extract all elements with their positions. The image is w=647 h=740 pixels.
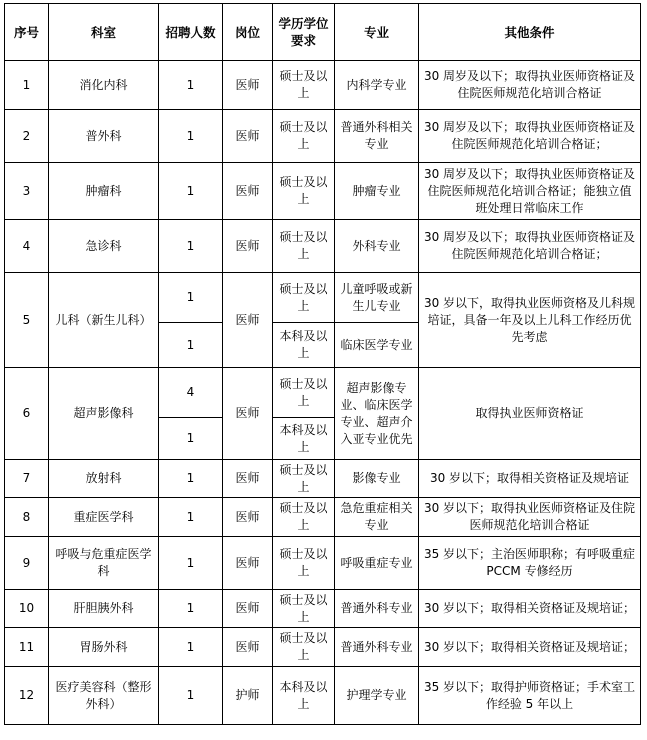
- major-cell: 内科学专业: [335, 61, 419, 110]
- header-major: 专业: [335, 4, 419, 61]
- count-cell: 1: [159, 323, 223, 368]
- seq-cell: 8: [5, 498, 49, 537]
- count-cell: 1: [159, 110, 223, 163]
- table-row: [5, 163, 641, 220]
- table-row: [5, 460, 641, 498]
- header-row: [5, 4, 641, 61]
- degree-cell: 硕士及以上: [273, 61, 335, 110]
- seq-cell: 6: [5, 368, 49, 460]
- table-row: [5, 368, 641, 418]
- degree-cell: 硕士及以上: [273, 110, 335, 163]
- degree-cell: 本科及以上: [273, 323, 335, 368]
- table-row: [5, 590, 641, 628]
- dept-cell: 消化内科: [49, 61, 159, 110]
- seq-cell: 10: [5, 590, 49, 628]
- other-cell: 30 岁以下；取得相关资格证及规培证；: [419, 590, 641, 628]
- header-count: 招聘人数: [159, 4, 223, 61]
- post-cell: 医师: [223, 590, 273, 628]
- other-cell: 取得执业医师资格证: [419, 368, 641, 460]
- dept-cell: 重症医学科: [49, 498, 159, 537]
- major-cell: 呼吸重症专业: [335, 537, 419, 590]
- table-row: [5, 61, 641, 110]
- header-other: 其他条件: [419, 4, 641, 61]
- table-row: [5, 273, 641, 323]
- post-cell: 医师: [223, 61, 273, 110]
- dept-cell: 肝胆胰外科: [49, 590, 159, 628]
- other-cell: 30 岁以下，取得执业医师资格及儿科规培证，具备一年及以上儿科工作经历优先考虑: [419, 273, 641, 368]
- other-cell: 30 周岁及以下；取得执业医师资格证及住院医师规范化培训合格证；: [419, 220, 641, 273]
- seq-cell: 12: [5, 667, 49, 725]
- dept-cell: 胃肠外科: [49, 628, 159, 667]
- degree-cell: 硕士及以上: [273, 368, 335, 418]
- count-cell: 1: [159, 273, 223, 323]
- count-cell: 4: [159, 368, 223, 418]
- degree-cell: 本科及以上: [273, 667, 335, 725]
- post-cell: 医师: [223, 460, 273, 498]
- major-cell: 普通外科专业: [335, 590, 419, 628]
- recruitment-table: [4, 3, 641, 725]
- post-cell: 医师: [223, 110, 273, 163]
- other-cell: 35 岁以下；主治医师职称；有呼吸重症 PCCM 专修经历: [419, 537, 641, 590]
- major-cell: 儿童呼吸或新生儿专业: [335, 273, 419, 323]
- other-cell: 30 周岁及以下；取得执业医师资格证及住院医师规范化培训合格证: [419, 61, 641, 110]
- degree-cell: 硕士及以上: [273, 537, 335, 590]
- seq-cell: 3: [5, 163, 49, 220]
- degree-cell: 硕士及以上: [273, 273, 335, 323]
- major-cell: 普通外科专业: [335, 628, 419, 667]
- post-cell: 医师: [223, 368, 273, 460]
- table-row: [5, 628, 641, 667]
- post-cell: 医师: [223, 498, 273, 537]
- major-cell: 超声影像专业、临床医学专业、超声介入亚专业优先: [335, 368, 419, 460]
- other-cell: 30 岁以下；取得相关资格证及规培证: [419, 460, 641, 498]
- count-cell: 1: [159, 628, 223, 667]
- other-cell: 30 周岁及以下；取得执业医师资格证及住院医师规范化培训合格证；能独立值班处理日常临床工作: [419, 163, 641, 220]
- dept-cell: 肿瘤科: [49, 163, 159, 220]
- count-cell: 1: [159, 418, 223, 460]
- seq-cell: 2: [5, 110, 49, 163]
- degree-cell: 硕士及以上: [273, 163, 335, 220]
- dept-cell: 医疗美容科（整形外科）: [49, 667, 159, 725]
- major-cell: 影像专业: [335, 460, 419, 498]
- dept-cell: 急诊科: [49, 220, 159, 273]
- degree-cell: 本科及以上: [273, 418, 335, 460]
- header-dept: 科室: [49, 4, 159, 61]
- seq-cell: 11: [5, 628, 49, 667]
- major-cell: 护理学专业: [335, 667, 419, 725]
- count-cell: 1: [159, 61, 223, 110]
- degree-cell: 硕士及以上: [273, 220, 335, 273]
- post-cell: 医师: [223, 537, 273, 590]
- seq-cell: 9: [5, 537, 49, 590]
- major-cell: 临床医学专业: [335, 323, 419, 368]
- major-cell: 急危重症相关专业: [335, 498, 419, 537]
- header-post: 岗位: [223, 4, 273, 61]
- major-cell: 肿瘤专业: [335, 163, 419, 220]
- count-cell: 1: [159, 498, 223, 537]
- post-cell: 医师: [223, 628, 273, 667]
- degree-cell: 硕士及以上: [273, 498, 335, 537]
- table-row: [5, 110, 641, 163]
- dept-cell: 超声影像科: [49, 368, 159, 460]
- seq-cell: 1: [5, 61, 49, 110]
- seq-cell: 7: [5, 460, 49, 498]
- other-cell: 30 周岁及以下；取得执业医师资格证及住院医师规范化培训合格证；: [419, 110, 641, 163]
- other-cell: 35 岁以下；取得护师资格证；手术室工作经验 5 年以上: [419, 667, 641, 725]
- count-cell: 1: [159, 163, 223, 220]
- dept-cell: 儿科（新生儿科）: [49, 273, 159, 368]
- dept-cell: 普外科: [49, 110, 159, 163]
- table-row: [5, 667, 641, 725]
- header-degree: 学历学位要求: [273, 4, 335, 61]
- dept-cell: 放射科: [49, 460, 159, 498]
- seq-cell: 4: [5, 220, 49, 273]
- degree-cell: 硕士及以上: [273, 590, 335, 628]
- post-cell: 护师: [223, 667, 273, 725]
- dept-cell: 呼吸与危重症医学科: [49, 537, 159, 590]
- major-cell: 外科专业: [335, 220, 419, 273]
- major-cell: 普通外科相关专业: [335, 110, 419, 163]
- degree-cell: 硕士及以上: [273, 460, 335, 498]
- table-row: [5, 537, 641, 590]
- count-cell: 1: [159, 220, 223, 273]
- other-cell: 30 岁以下；取得相关资格证及规培证；: [419, 628, 641, 667]
- count-cell: 1: [159, 537, 223, 590]
- other-cell: 30 岁以下；取得执业医师资格证及住院医师规范化培训合格证: [419, 498, 641, 537]
- table-row: [5, 220, 641, 273]
- seq-cell: 5: [5, 273, 49, 368]
- table-row: [5, 498, 641, 537]
- header-seq: 序号: [5, 4, 49, 61]
- degree-cell: 硕士及以上: [273, 628, 335, 667]
- count-cell: 1: [159, 590, 223, 628]
- post-cell: 医师: [223, 163, 273, 220]
- count-cell: 1: [159, 667, 223, 725]
- count-cell: 1: [159, 460, 223, 498]
- post-cell: 医师: [223, 273, 273, 368]
- post-cell: 医师: [223, 220, 273, 273]
